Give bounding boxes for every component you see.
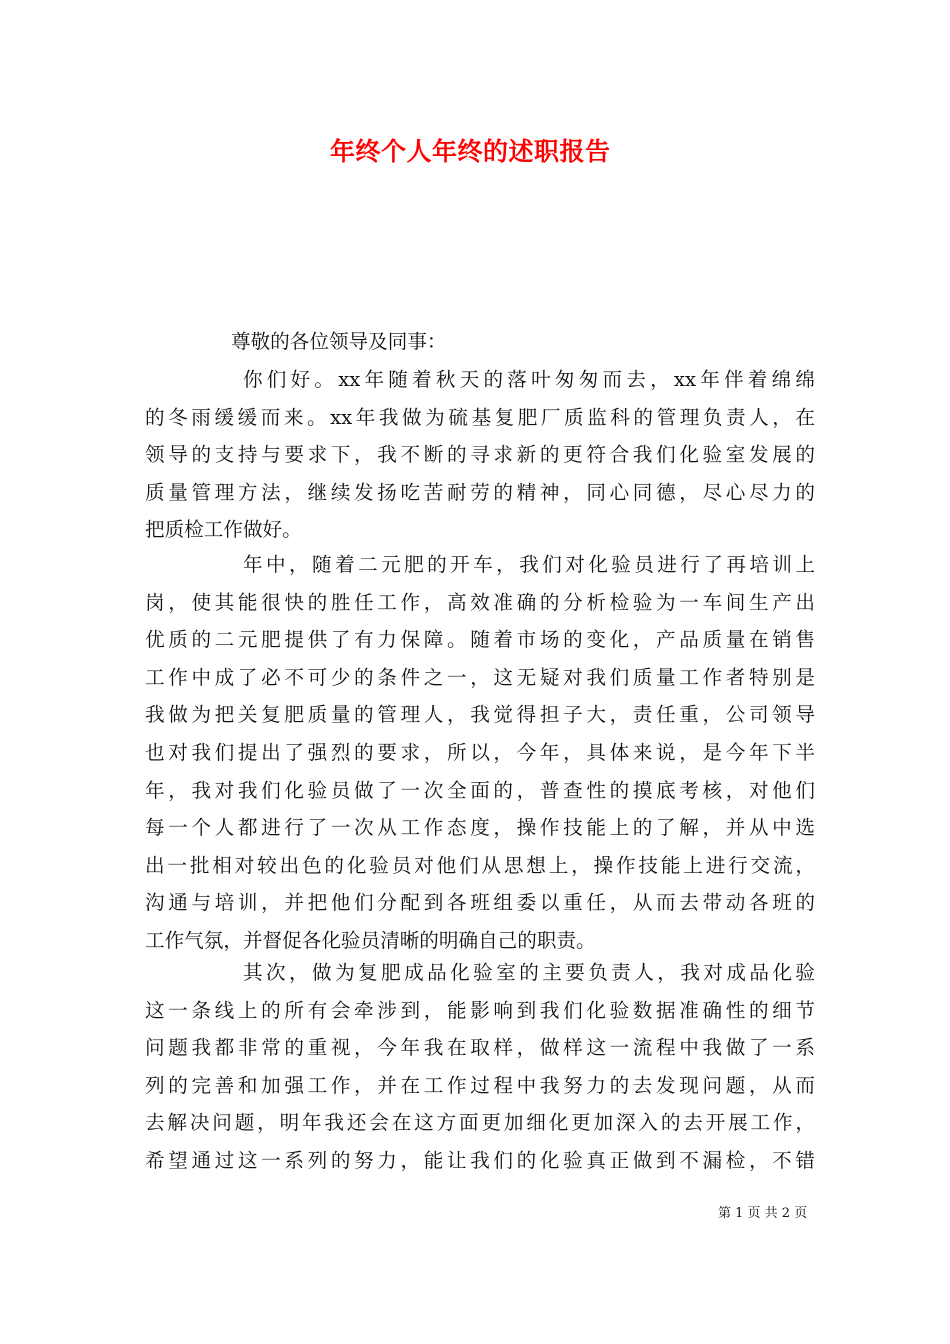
- paragraph-line: 岗，使其能很快的胜任工作，高效准确的分析检验为一车间生产出: [145, 590, 815, 614]
- paragraph-line: 质量管理方法，继续发扬吃苦耐劳的精神，同心同德，尽心尽力的: [145, 480, 815, 504]
- paragraph-line: 你们好。xx年随着秋天的落叶匆匆而去，xx年伴着绵绵: [243, 368, 815, 391]
- paragraph-line: 出一批相对较出色的化验员对他们从思想上，操作技能上进行交流，: [145, 853, 815, 877]
- paragraph-line: 把质检工作做好。: [145, 518, 302, 542]
- paragraph-line: 年中，随着二元肥的开车，我们对化验员进行了再培训上: [243, 553, 815, 576]
- paragraph-line: 希望通过这一系列的努力，能让我们的化验真正做到不漏检，不错: [145, 1148, 815, 1172]
- paragraph-line: 这一条线上的所有会牵涉到，能影响到我们化验数据准确性的细节: [145, 998, 815, 1022]
- greeting: 尊敬的各位领导及同事：: [231, 330, 447, 353]
- paragraph-line: 问题我都非常的重视，今年我在取样，做样这一流程中我做了一系: [145, 1036, 815, 1060]
- paragraph-line: 领导的支持与要求下，我不断的寻求新的更符合我们化验室发展的: [145, 443, 815, 467]
- paragraph-line: 也对我们提出了强烈的要求，所以，今年，具体来说，是今年下半: [145, 740, 815, 764]
- paragraph-line: 列的完善和加强工作，并在工作过程中我努力的去发现问题，从而: [145, 1073, 815, 1097]
- paragraph-1: [145, 361, 815, 549]
- document-title: 年终个人年终的述职报告: [330, 137, 611, 166]
- paragraph-3: [145, 954, 815, 1180]
- paragraph-line: 优质的二元肥提供了有力保障。随着市场的变化，产品质量在销售: [145, 628, 815, 652]
- paragraph-line: 每一个人都进行了一次从工作态度，操作技能上的了解，并从中选: [145, 816, 815, 840]
- paragraph-line: 去解决问题，明年我还会在这方面更加细化更加深入的去开展工作，: [145, 1111, 815, 1135]
- paragraph-line: 年，我对我们化验员做了一次全面的，普查性的摸底考核，对他们: [145, 778, 815, 802]
- paragraph-line: 工作中成了必不可少的条件之一，这无疑对我们质量工作者特别是: [145, 665, 815, 689]
- paragraph-2: [145, 546, 815, 960]
- page-number-footer: 第 1 页 共 2 页: [718, 1206, 808, 1221]
- paragraph-line: 其次，做为复肥成品化验室的主要负责人，我对成品化验: [243, 961, 815, 984]
- paragraph-line: 沟通与培训，并把他们分配到各班组委以重任，从而去带动各班的: [145, 891, 815, 915]
- paragraph-line: 的冬雨缓缓而来。xx年我做为硫基复肥厂质监科的管理负责人，在: [145, 405, 815, 429]
- paragraph-line: 工作气氛，并督促各化验员清晰的明确自己的职责。: [145, 928, 596, 952]
- paragraph-line: 我做为把关复肥质量的管理人，我觉得担子大，责任重，公司领导: [145, 703, 815, 727]
